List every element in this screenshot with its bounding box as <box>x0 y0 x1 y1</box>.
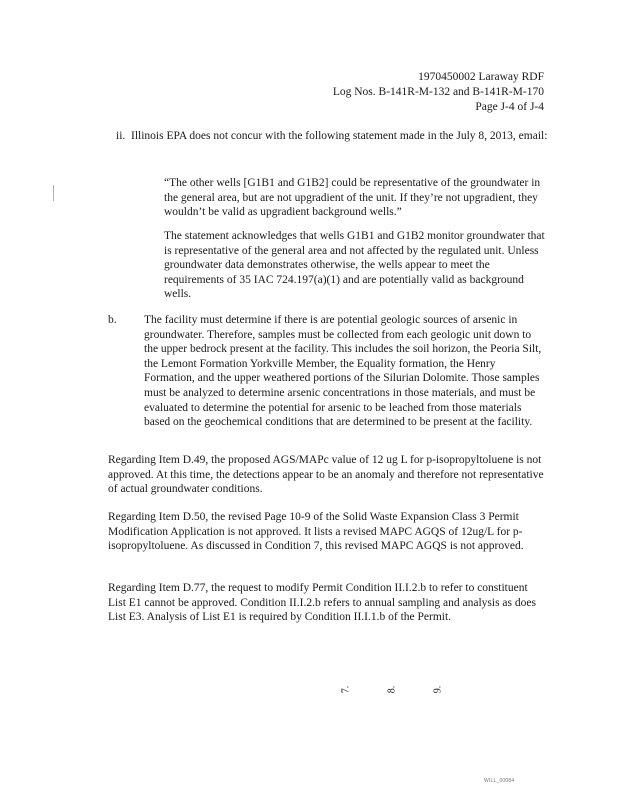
header-log-numbers: Log Nos. B-141R-M-132 and B-141R-M-170 <box>332 86 544 98</box>
scan-artifact-mark <box>53 185 54 201</box>
mark-seven: 7. <box>340 685 352 694</box>
list-marker-ii: ii. <box>116 130 126 142</box>
mark-nine: 9. <box>432 685 444 694</box>
paragraph-item-d50: Regarding Item D.50, the revised Page 10-9 of the Solid Waste Expansion Class 3 Permit Modification Application is not approved. It lists a revised MAPC AGQS of 12ug/L for p-isopropyltoluene. As discussed in Condition 7, this revised MAPC AGQS is not approved. <box>108 511 524 553</box>
bates-number: WILL_00084 <box>484 778 515 784</box>
list-item-b <box>108 313 548 430</box>
acknowledgement-paragraph: The statement acknowledges that wells G1B1 and G1B2 monitor groundwater that is representative of the general area and not affected by the regulated unit. Unless groundwater data demonstrates otherwise, the wells appear to meet the requirements of 35 IAC 724.197(a)(1) and are potentially valid as background wells. <box>164 230 545 301</box>
header-facility-id: 1970450002 Laraway RDF <box>418 71 544 83</box>
list-item-ii-text: Illinois EPA does not concur with the following statement made in the July 8, 2013, email: <box>131 130 548 142</box>
list-marker-b: b. <box>108 314 117 326</box>
list-item-ii <box>116 129 556 144</box>
quoted-statement: “The other wells [G1B1 and G1B2] could be representative of the groundwater in the general area, but are not upgradient of the unit. If they’re not upgradient, they wouldn’t be valid as upgradient background wells.” <box>164 177 541 219</box>
paragraph-item-d77: Regarding Item D.77, the request to modify Permit Condition II.I.2.b to refer to constituent List E1 cannot be approved. Condition II.I.2.b refers to annual sampling and analysis as does List E3. Analysis of List E1 is required by Condition II.I.1.b of the Permit. <box>108 582 536 624</box>
rotated-number-marks <box>336 684 456 704</box>
list-item-b-text: The facility must determine if there is are potential geologic sources of arsenic in groundwater. Therefore, samples must be collected from each geologic unit down to the upper bedrock present at the facility. This includes the soil horizon, the Peoria Silt, the Lemont Formation Yorkville Member, the Equality formation, the Henry Formation, and the upper weathered portions of the Silurian Dolomite. Those samples must be analyzed to determine arsenic concentrations in those materials, and must be evaluated to determine the potential for arsenic to be leached from those materials based on the geochemical conditions that are determined to be present at the facility. <box>144 314 542 429</box>
paragraph-item-d49: Regarding Item D.49, the proposed AGS/MAPc value of 12 ug L for p-isopropyltoluene is not approved. At this time, the detections appear to be an anomaly and therefore not representative of actual groundwater conditions. <box>108 454 544 496</box>
header-page-number: Page J-4 of J-4 <box>475 101 544 113</box>
page-header <box>333 70 544 115</box>
mark-eight: 8. <box>386 685 398 694</box>
